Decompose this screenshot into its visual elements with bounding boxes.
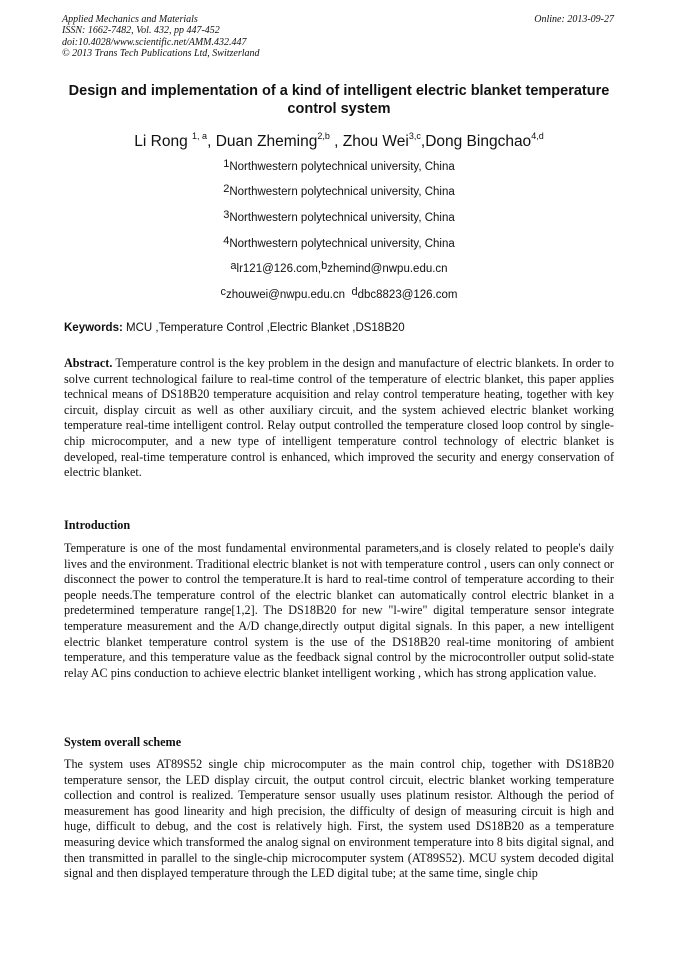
author-name: Li Rong <box>134 133 188 150</box>
abstract-label: Abstract. <box>64 356 113 370</box>
author-superscript: 4,d <box>531 131 544 141</box>
email-d: dbc8823@126.com <box>357 289 458 301</box>
scheme-heading: System overall scheme <box>64 735 182 749</box>
affiliation-2 <box>62 183 616 198</box>
keywords <box>64 322 405 334</box>
affiliation-text: Northwestern polytechnical university, China <box>229 212 455 224</box>
email-superscript: a <box>230 260 237 272</box>
author-separator: , <box>207 133 216 150</box>
affiliation-number: 3 <box>223 209 230 221</box>
email-superscript: d <box>351 286 358 298</box>
email-c: zhouwei@nwpu.edu.cn <box>225 289 346 301</box>
scheme-text: The system uses AT89S52 single chip microcomputer as the main control chip, together with DS18B20 temperature sensor, the LED display circuit, the output control circuit, electric blanket working temperature collection and control is realized. Temperature sensor usually uses platinum resistor. Although the period of measurement has good linearity and high precision, the difficulty of design of measuring circuit is high and huge, difficult to debug, and the cost is relatively high. First, the system used DS18B20 as a temperature measuring device which transformed the analog signal on environment temperature into 8 bits digital signal, and then transmitted in parallel to the single-chip microcomputer system (AT89S52). MCU system decoded digital signal and then displayed temperature through the LED digital tube; at the same time, single chip <box>64 757 614 881</box>
affiliation-number: 1 <box>223 158 230 170</box>
affiliation-text: Northwestern polytechnical university, China <box>229 238 455 250</box>
affiliation-number: 4 <box>223 235 230 247</box>
author-separator: , <box>420 133 426 150</box>
author-name: Dong Bingchao <box>425 133 532 150</box>
email-a: lr121@126.com, <box>236 263 322 275</box>
issn-line: ISSN: 1662-7482, Vol. 432, pp 447-452 <box>62 25 220 37</box>
abstract <box>64 356 614 481</box>
email-b: zhemind@nwpu.edu.cn <box>327 263 448 275</box>
introduction-text: Temperature is one of the most fundamental environmental parameters,and is closely related to people's daily lives and the environment. Traditional electric blanket is not with temperature control , users can only connect or disconnect the power to control the temperature.It is hard to real-time control of temperature according to their people needs.The temperature control of the electric blanket can automatically control electric blanket in a predetermined temperature range[1,2]. The DS18B20 for new "l-wire" digital temperature sensor integrate temperature measurement and the A/D change,directly output digital signals. In this paper, a new intelligent electric blanket temperature control system is the use of the DS18B20 real-time monitoring of ambient temperature, and this temperature value as the feedback signal control by the microcontroller output solid-state relay AC pins conduction to achieve electric blanket intelligent working , which has strong application value. <box>64 541 614 680</box>
doi-line: doi:10.4028/www.scientific.net/AMM.432.447 <box>62 36 247 48</box>
affiliation-text: Northwestern polytechnical university, China <box>229 161 455 173</box>
copyright-line: © 2013 Trans Tech Publications Ltd, Switzerland <box>62 47 260 59</box>
author-superscript: 3,c <box>408 131 421 141</box>
introduction-heading: Introduction <box>64 518 131 532</box>
abstract-text: Temperature control is the key problem in the design and manufacture of electric blankets. In order to solve current technological failure to real-time control of the temperature of electric blanket, this paper applies technical means of DS18B20 temperature acquisition and relay control temperature heating, together with key circuit, display circuit as well as other auxiliary circuit, and the system achieved electric blanket working temperature real-time intelligent control. Relay output controlled the temperature closed loop control by single-chip microcomputer, and a new type of intelligent temperature control technology of electric blanket is developed, real-time temperature control is enhanced, which improved the security and energy conservation of electric blanket. <box>64 356 614 480</box>
author-name: Zhou Wei <box>342 133 409 150</box>
affiliation-text: Northwestern polytechnical university, China <box>229 186 455 198</box>
email-line-2 <box>62 286 616 301</box>
author-name: Duan Zheming <box>215 133 318 150</box>
author-separator: , <box>329 133 343 150</box>
journal-header <box>62 14 260 59</box>
online-date: Online: 2013-09-27 <box>534 14 614 25</box>
keywords-label: Keywords: <box>64 322 123 334</box>
email-superscript: b <box>321 260 328 272</box>
affiliation-4 <box>62 235 616 250</box>
paper-title: Design and implementation of a kind of intelligent electric blanket temperature control system <box>68 83 610 117</box>
affiliation-1 <box>62 158 616 173</box>
email-superscript: c <box>220 286 226 298</box>
keywords-text: MCU ,Temperature Control ,Electric Blanket ,DS18B20 <box>126 322 405 334</box>
author-superscript: 2,b <box>317 131 330 141</box>
affiliation-3 <box>62 209 616 224</box>
author-superscript: 1, a <box>192 131 208 141</box>
journal-name: Applied Mechanics and Materials <box>62 14 198 25</box>
email-line-1 <box>62 260 616 275</box>
author-line <box>62 126 616 152</box>
affiliation-number: 2 <box>223 183 230 195</box>
